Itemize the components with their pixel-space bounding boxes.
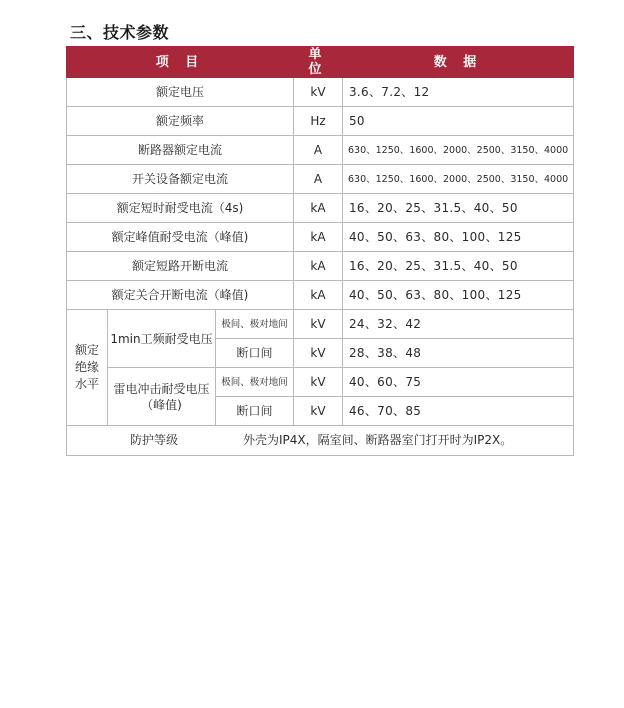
row-item: 断路器额定电流 — [67, 136, 294, 165]
row-value: 40、60、75 — [343, 368, 574, 397]
row-value: 40、50、63、80、100、125 — [343, 281, 574, 310]
row-unit: kV — [294, 339, 343, 368]
row-value: 3.6、7.2、12 — [343, 78, 574, 107]
row-unit: kA — [294, 252, 343, 281]
table-row — [67, 368, 574, 397]
row-unit: kA — [294, 281, 343, 310]
row-item: 额定频率 — [67, 107, 294, 136]
row-item: 额定关合开断电流（峰值) — [67, 281, 294, 310]
table-row — [67, 165, 574, 194]
table-header-row — [67, 47, 574, 78]
table-row — [67, 136, 574, 165]
sub-item-label: 断口间 — [216, 339, 294, 368]
sub-item-label: 极间、极对地间 — [216, 310, 294, 339]
row-unit: kV — [294, 78, 343, 107]
header-data: 数 据 — [343, 47, 574, 78]
row-value: 46、70、85 — [343, 397, 574, 426]
row-value: 16、20、25、31.5、40、50 — [343, 252, 574, 281]
row-unit: A — [294, 165, 343, 194]
row-unit: kV — [294, 310, 343, 339]
row-item: 开关设备额定电流 — [67, 165, 294, 194]
technical-parameters-table — [66, 46, 574, 456]
table-row — [67, 107, 574, 136]
table-row — [67, 223, 574, 252]
row-unit: kA — [294, 223, 343, 252]
table-row — [67, 78, 574, 107]
table-row — [67, 252, 574, 281]
sub-item-label: 极间、极对地间 — [216, 368, 294, 397]
row-value: 24、32、42 — [343, 310, 574, 339]
sub-item-label: 断口间 — [216, 397, 294, 426]
row-value: 630、1250、1600、2000、2500、3150、4000 — [343, 165, 574, 194]
power-frequency-label: 1min工频耐受电压 — [108, 310, 216, 368]
header-unit: 单 位 — [294, 47, 343, 78]
table-row — [67, 310, 574, 339]
row-item: 额定电压 — [67, 78, 294, 107]
row-value: 50 — [343, 107, 574, 136]
row-unit: kA — [294, 194, 343, 223]
protection-cell — [67, 426, 574, 456]
table-row — [67, 194, 574, 223]
protection-value: 外壳为IP4X，隔室间、断路器室门打开时为IP2X。 — [243, 433, 513, 447]
row-item: 额定峰值耐受电流（峰值) — [67, 223, 294, 252]
row-unit: kV — [294, 368, 343, 397]
row-unit: Hz — [294, 107, 343, 136]
row-value: 16、20、25、31.5、40、50 — [343, 194, 574, 223]
row-value: 40、50、63、80、100、125 — [343, 223, 574, 252]
row-unit: kV — [294, 397, 343, 426]
insulation-level-label: 额定绝缘水平 — [67, 310, 108, 426]
protection-label: 防护等级 — [129, 433, 178, 447]
row-value: 28、38、48 — [343, 339, 574, 368]
row-item: 额定短路开断电流 — [67, 252, 294, 281]
table-row — [67, 426, 574, 456]
table-row — [67, 281, 574, 310]
lightning-impulse-label: 雷电冲击耐受电压（峰值) — [108, 368, 216, 426]
row-item: 额定短时耐受电流（4s) — [67, 194, 294, 223]
section-title: 三、技术参数 — [70, 23, 170, 42]
row-unit: A — [294, 136, 343, 165]
header-item: 项 目 — [67, 47, 294, 78]
row-value: 630、1250、1600、2000、2500、3150、4000 — [343, 136, 574, 165]
